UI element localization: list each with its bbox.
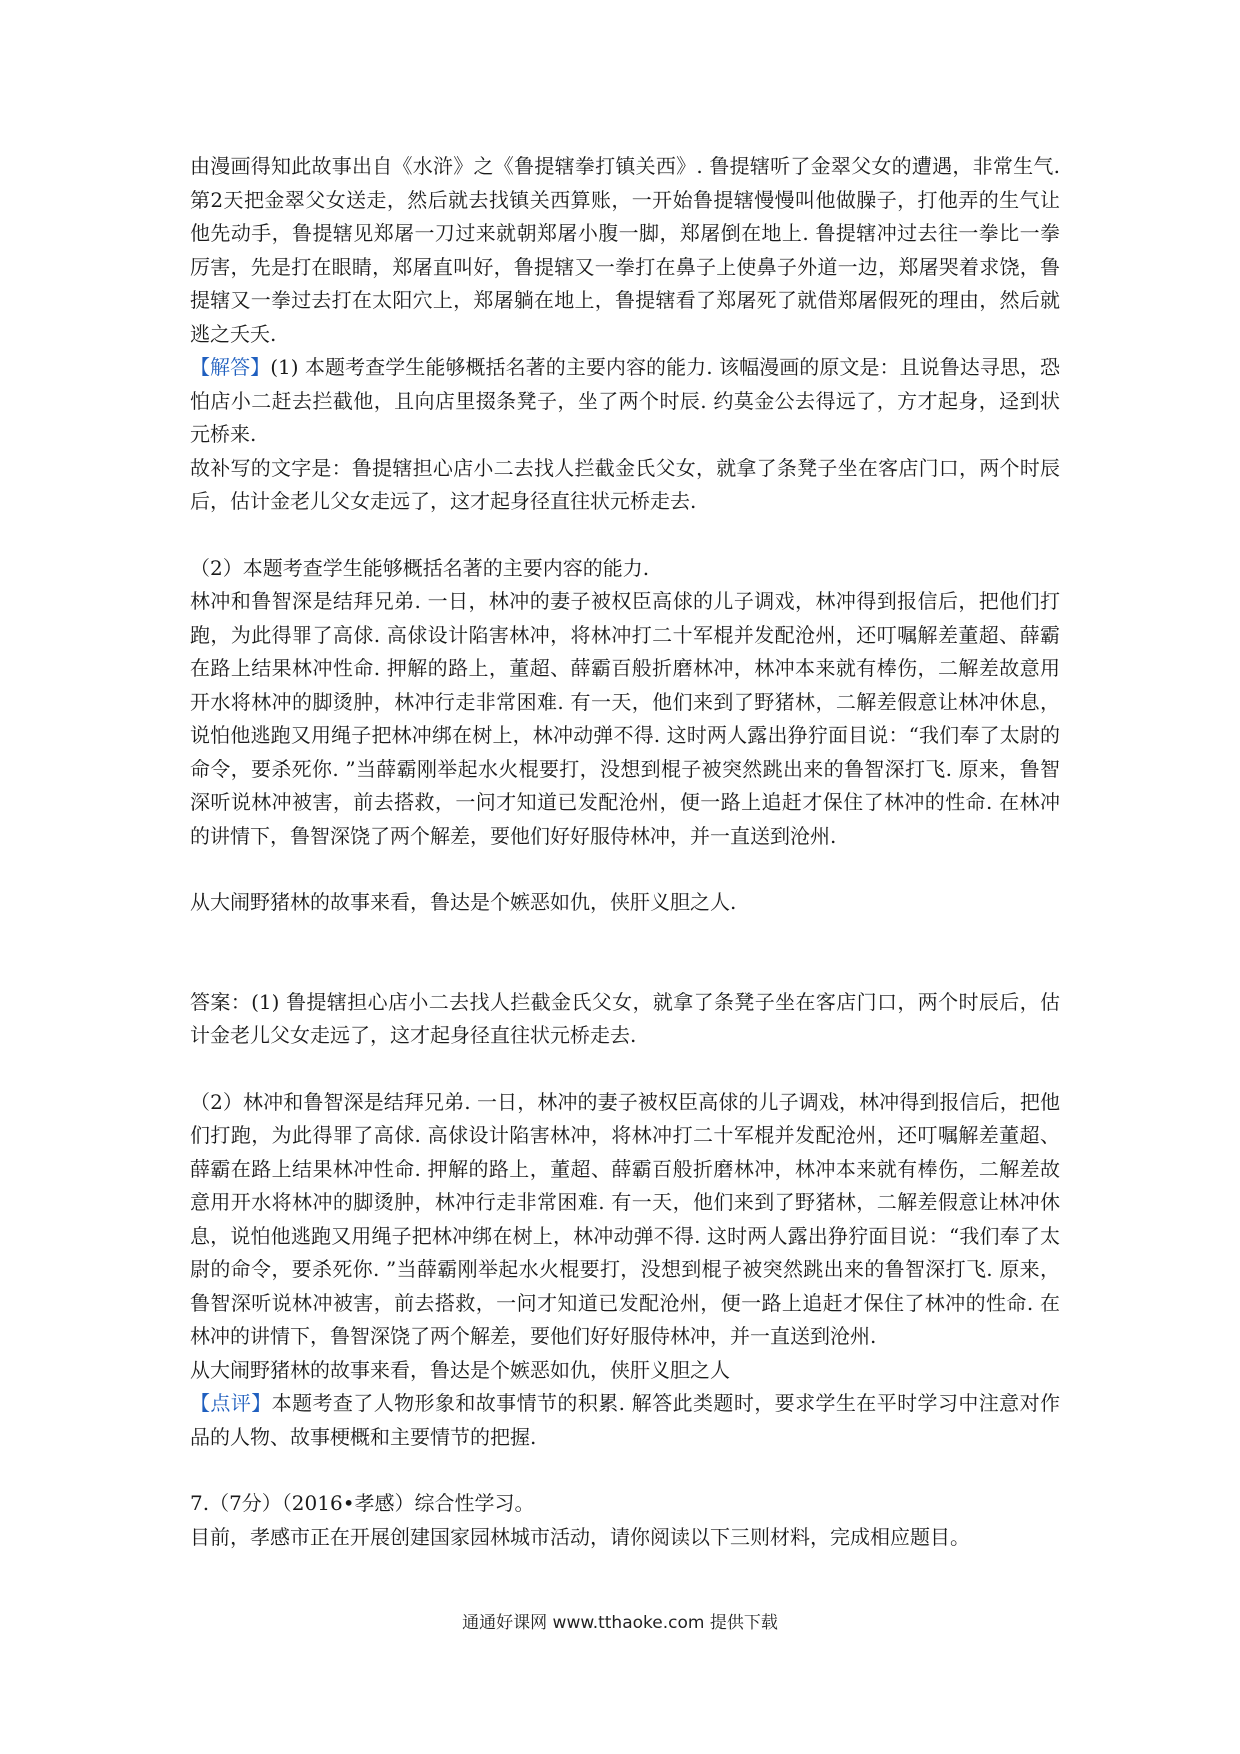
jieda-label: 【解答】 bbox=[190, 355, 271, 379]
page-footer: 通通好课网 www.tthaoke.com 提供下载 bbox=[462, 1613, 778, 1633]
spacer bbox=[190, 519, 1060, 552]
question-7-title: 7.（7分）（2016•孝感）综合性学习。 bbox=[190, 1491, 535, 1515]
answer-1-paragraph: 答案：(1) 鲁提辖担心店小二去找人拦截金氏父女，就拿了条凳子坐在客店门口，两个时辰后，估计金老儿父女走远了，这才起身径直往状元桥走去. bbox=[190, 989, 1060, 1047]
dianping-label: 【点评】 bbox=[190, 1391, 272, 1415]
spacer bbox=[190, 853, 1060, 886]
lu-da-character-paragraph: 从大闹野猪林的故事来看，鲁达是个嫉恶如仇，侠肝义胆之人. bbox=[190, 890, 737, 914]
answer-explanation-1-text: (1) 本题考查学生能够概括名著的主要内容的能力. 该幅漫画的原文是：且说鲁达寻思，恐怕店小二赶去拦截他，且向店里掇条凳子，坐了两个时辰. 约莫金公去得远了，方才起身，迳到状元桥来. bbox=[190, 355, 1060, 446]
spacer bbox=[190, 920, 1060, 986]
answer-2-conclusion: 从大闹野猪林的故事来看，鲁达是个嫉恶如仇，侠肝义胆之人 bbox=[190, 1357, 730, 1382]
comment-text: 本题考查了人物形象和故事情节的积累. 解答此类题时，要求学生在平时学习中注意对作品的人物、故事梗概和主要情节的把握. bbox=[190, 1391, 1061, 1449]
document-body bbox=[190, 150, 1060, 1554]
spacer bbox=[190, 1454, 1060, 1487]
question-7-prompt: 目前，孝感市正在开展创建国家园林城市活动，请你阅读以下三则材料，完成相应题目。 bbox=[190, 1524, 970, 1549]
answer-2-paragraph: （2）林冲和鲁智深是结拜兄弟. 一日，林冲的妻子被权臣高俅的儿子调戏，林冲得到报信后，把他们打跑，为此得罪了高俅. 高俅设计陷害林冲，将林冲打二十军棍并发配沧州，还叮嘱解差董超、薛霸在路上结果林冲性命. 押解的路上，董超、薛霸百般折磨林冲，林冲本来就有棒伤，二解差故意用开水将林冲的脚烫肿，林冲行走非常困难. 有一天，他们来到了野猪林，二解差假意让林冲休息，说怕他逃跑又用绳子把林冲绑在树上，林冲动弹不得. 这时两人露出狰狞面目说：“我们奉了太尉的命令，要杀死你. ”当薛霸刚举起水火棍要打，没想到棍子被突然跳出来的鲁智深打飞. 原来，鲁智深听说林冲被害，前去搭救，一问才知道已发配沧州，便一路上追赶才保住了林冲的性命. 在林冲的讲情下，鲁智深饶了两个解差，要他们好好服侍林冲，并一直送到沧州. bbox=[190, 1089, 1060, 1348]
answer-explanation-1 bbox=[190, 351, 1060, 452]
spacer bbox=[190, 1053, 1060, 1086]
supplement-text-paragraph: 故补写的文字是：鲁提辖担心店小二去找人拦截金氏父女，就拿了条凳子坐在客店门口，两个时辰后，估计金老儿父女走远了，这才起身径直往状元桥走去. bbox=[190, 455, 1060, 513]
comment-paragraph bbox=[190, 1387, 1060, 1454]
story-summary-paragraph: 由漫画得知此故事出自《水浒》之《鲁提辖拳打镇关西》. 鲁提辖听了金翠父女的遭遇，非常生气. 第2天把金翠父女送走，然后就去找镇关西算账，一开始鲁提辖慢慢叫他做臊子，打他弄的生气让他先动手，鲁提辖见郑屠一刀过来就朝郑屠小腹一脚，郑屠倒在地上. 鲁提辖冲过去往一拳比一拳厉害，先是打在眼睛，郑屠直叫好，鲁提辖又一拳打在鼻子上使鼻子外道一边，郑屠哭着求饶，鲁提辖又一拳过去打在太阳穴上，郑屠躺在地上，鲁提辖看了郑屠死了就借郑屠假死的理由，然后就逃之夭夭. bbox=[190, 154, 1060, 346]
lin-chong-story-paragraph: 林冲和鲁智深是结拜兄弟. 一日，林冲的妻子被权臣高俅的儿子调戏，林冲得到报信后，把他们打跑，为此得罪了高俅. 高俅设计陷害林冲，将林冲打二十军棍并发配沧州，还叮嘱解差董超、薛霸在路上结果林冲性命. 押解的路上，董超、薛霸百般折磨林冲，林冲本来就有棒伤，二解差故意用开水将林冲的脚烫肿，林冲行走非常困难. 有一天，他们来到了野猪林，二解差假意让林冲休息，说怕他逃跑又用绳子把林冲绑在树上，林冲动弹不得. 这时两人露出狰狞面目说：“我们奉了太尉的命令，要杀死你. ”当薛霸刚举起水火棍要打，没想到棍子被突然跳出来的鲁智深打飞. 原来，鲁智深听说林冲被害，前去搭救，一问才知道已发配沧州，便一路上追赶才保住了林冲的性命. 在林冲的讲情下，鲁智深饶了两个解差，要他们好好服侍林冲，并一直送到沧州. bbox=[190, 589, 1060, 848]
question-2-intro: （2）本题考查学生能够概括名著的主要内容的能力. bbox=[190, 555, 650, 580]
